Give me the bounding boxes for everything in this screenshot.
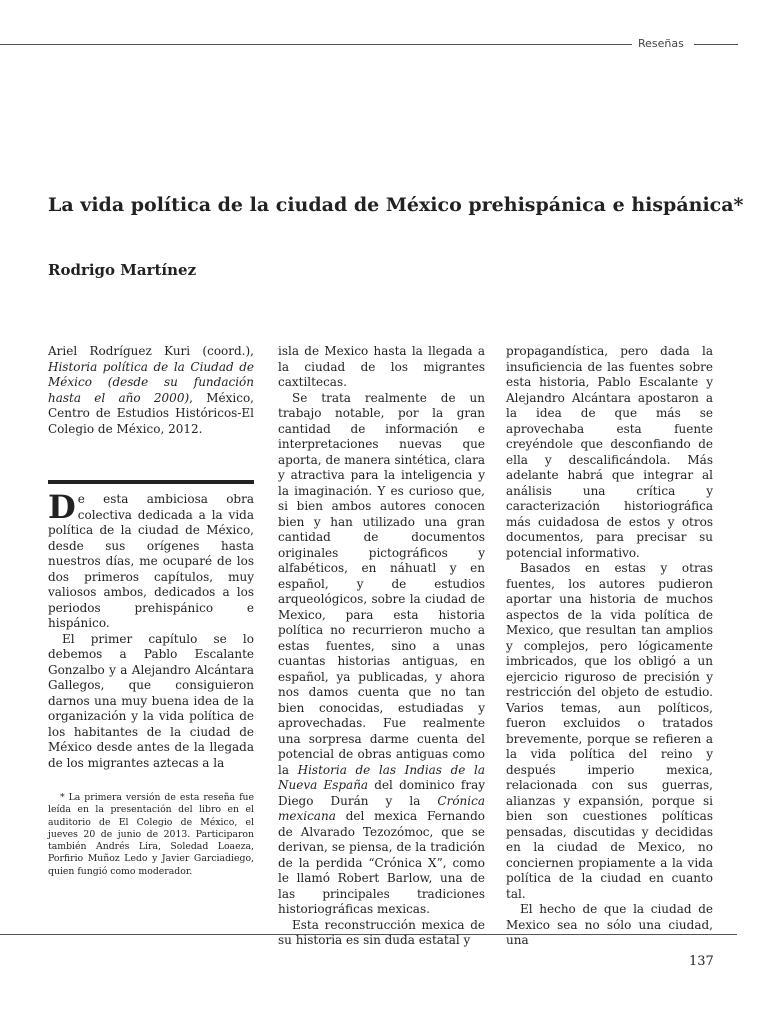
paragraph: El primer capítulo se lo debemos a Pablo Escalante Gonzalbo y a Alejandro Alcántara Gallegos, que consiguieron darnos una muy buena idea de la organización y la vida política de los habitantes de la ciudad de México desde antes de la llegada de los migrantes aztecas a la <box>48 631 254 770</box>
column-3 <box>506 344 713 949</box>
reference-post: , México, Centro de Estudios Históricos-El Colegio de México, 2012. <box>48 390 254 436</box>
header-rule-left <box>0 44 632 45</box>
paragraph-text: Se trata realmente de un trabajo notable, por la gran cantidad de información e interpretaciones nuevas que aporta, de manera sintética, clara y atractiva para la inteligencia y la imaginación. Y es curioso que, si bien ambos autores conocen bien y han utilizado una gran cantidad de documentos originales pictográficos y alfabéticos, en náhuatl y en español, y de estudios arqueológicos, sobre la ciudad de Mexico, para esta historia política no recurrieron mucho a estas fuentes, sino a unas cuantas historias antiguas, en español, ya publicadas, y ahora nos damos cuenta que no tan bien conocidas, estudiadas y aprovechadas. Fue realmente una sorpresa darme cuenta del potencial de obras antiguas como la <box>278 390 485 777</box>
column-2 <box>278 344 485 949</box>
page-number: 137 <box>689 954 714 969</box>
italic-title: Historia de las Indias de la Nueva España <box>278 762 485 792</box>
paragraph: El hecho de que la ciudad de Mexico sea no sólo una ciudad, una <box>506 902 713 947</box>
section-divider <box>48 480 254 484</box>
article-title: La vida política de la ciudad de México prehispánica e hispánica* <box>48 194 744 216</box>
paragraph: Basados en estas y otras fuentes, los autores pudieron aportar una historia de muchos aspectos de la vida política de Mexico, que resultan tan amplios y complejos, pero lógicamente imbricados, que los obligó a un ejercicio riguroso de precisión y restricción del objeto de estudio. Varios temas, aun políticos, fueron excluidos o tratados brevemente, porque se refieren a la vida política del reino y después imperio mexica, relacionada con sus guerras, alianzas y expansión, porque si bien son cuestiones políticas pensadas, discutidas y decididas en la ciudad de Mexico, no conciernen propiamente a la vida política de la ciudad en cuanto tal. <box>506 561 713 901</box>
paragraph: propagandística, pero dada la insuficiencia de las fuentes sobre esta historia, Pablo Escalante y Alejandro Alcántara apostaron a la idea de que más se aprovechaba esta fuente creyéndole que desconfiando de ella y descalificándola. Más adelante habrá que integrar al análisis una crítica y caracterización historiográfica más cuidadosa de estos y otros documentos, para precisar su potencial informativo. <box>506 344 713 560</box>
reference-book-title: Historia política de la Ciudad de México (desde su fundación hasta el año 2000) <box>48 359 254 405</box>
book-reference <box>48 344 254 437</box>
footnote <box>48 792 254 878</box>
column-1 <box>48 488 254 771</box>
reference-pre: Ariel Rodríguez Kuri (coord.), <box>48 344 254 358</box>
paragraph-text: del mexica Fernando de Alvarado Tezozómoc, que se derivan, se piensa, de la tradición de la perdida “Crónica X”, como le llamó Robert Barlow, una de las principales tradiciones historiográficas mexicas. <box>278 809 485 916</box>
reference-block <box>48 344 254 437</box>
section-label: Reseñas <box>638 37 684 50</box>
footnote-text: * La primera versión de esta reseña fue leída en la presentación del libro en el auditorio de El Colegio de México, el jueves 20 de junio de 2013. Participaron también Andrés Lira, Soledad Loaeza, Porfirio Muñoz Ledo y Javier Garciadiego, quien fungió como moderador. <box>48 792 254 877</box>
header-rule-right <box>694 44 738 45</box>
paragraph <box>48 488 254 632</box>
paragraph: Esta reconstrucción mexica de su historia es sin duda estatal y <box>278 917 485 947</box>
article-author: Rodrigo Martínez <box>48 261 197 279</box>
paragraph <box>278 391 485 918</box>
paragraph-text: del dominico fray Diego Durán y la <box>278 778 486 808</box>
paragraph-text: e esta ambiciosa obra colectiva dedicada a la vida política de la ciudad de México, desde sus orígenes hasta nuestros días, me ocuparé de los dos primeros capítulos, muy valiosos ambos, dedicados a los periodos prehispánico e hispánico. <box>48 492 254 630</box>
drop-cap: D <box>48 488 76 526</box>
footer-rule <box>0 934 737 935</box>
italic-title: Crónica mexicana <box>278 793 485 823</box>
paragraph: isla de Mexico hasta la llegada a la ciudad de los migrantes caxtiltecas. <box>278 344 485 389</box>
